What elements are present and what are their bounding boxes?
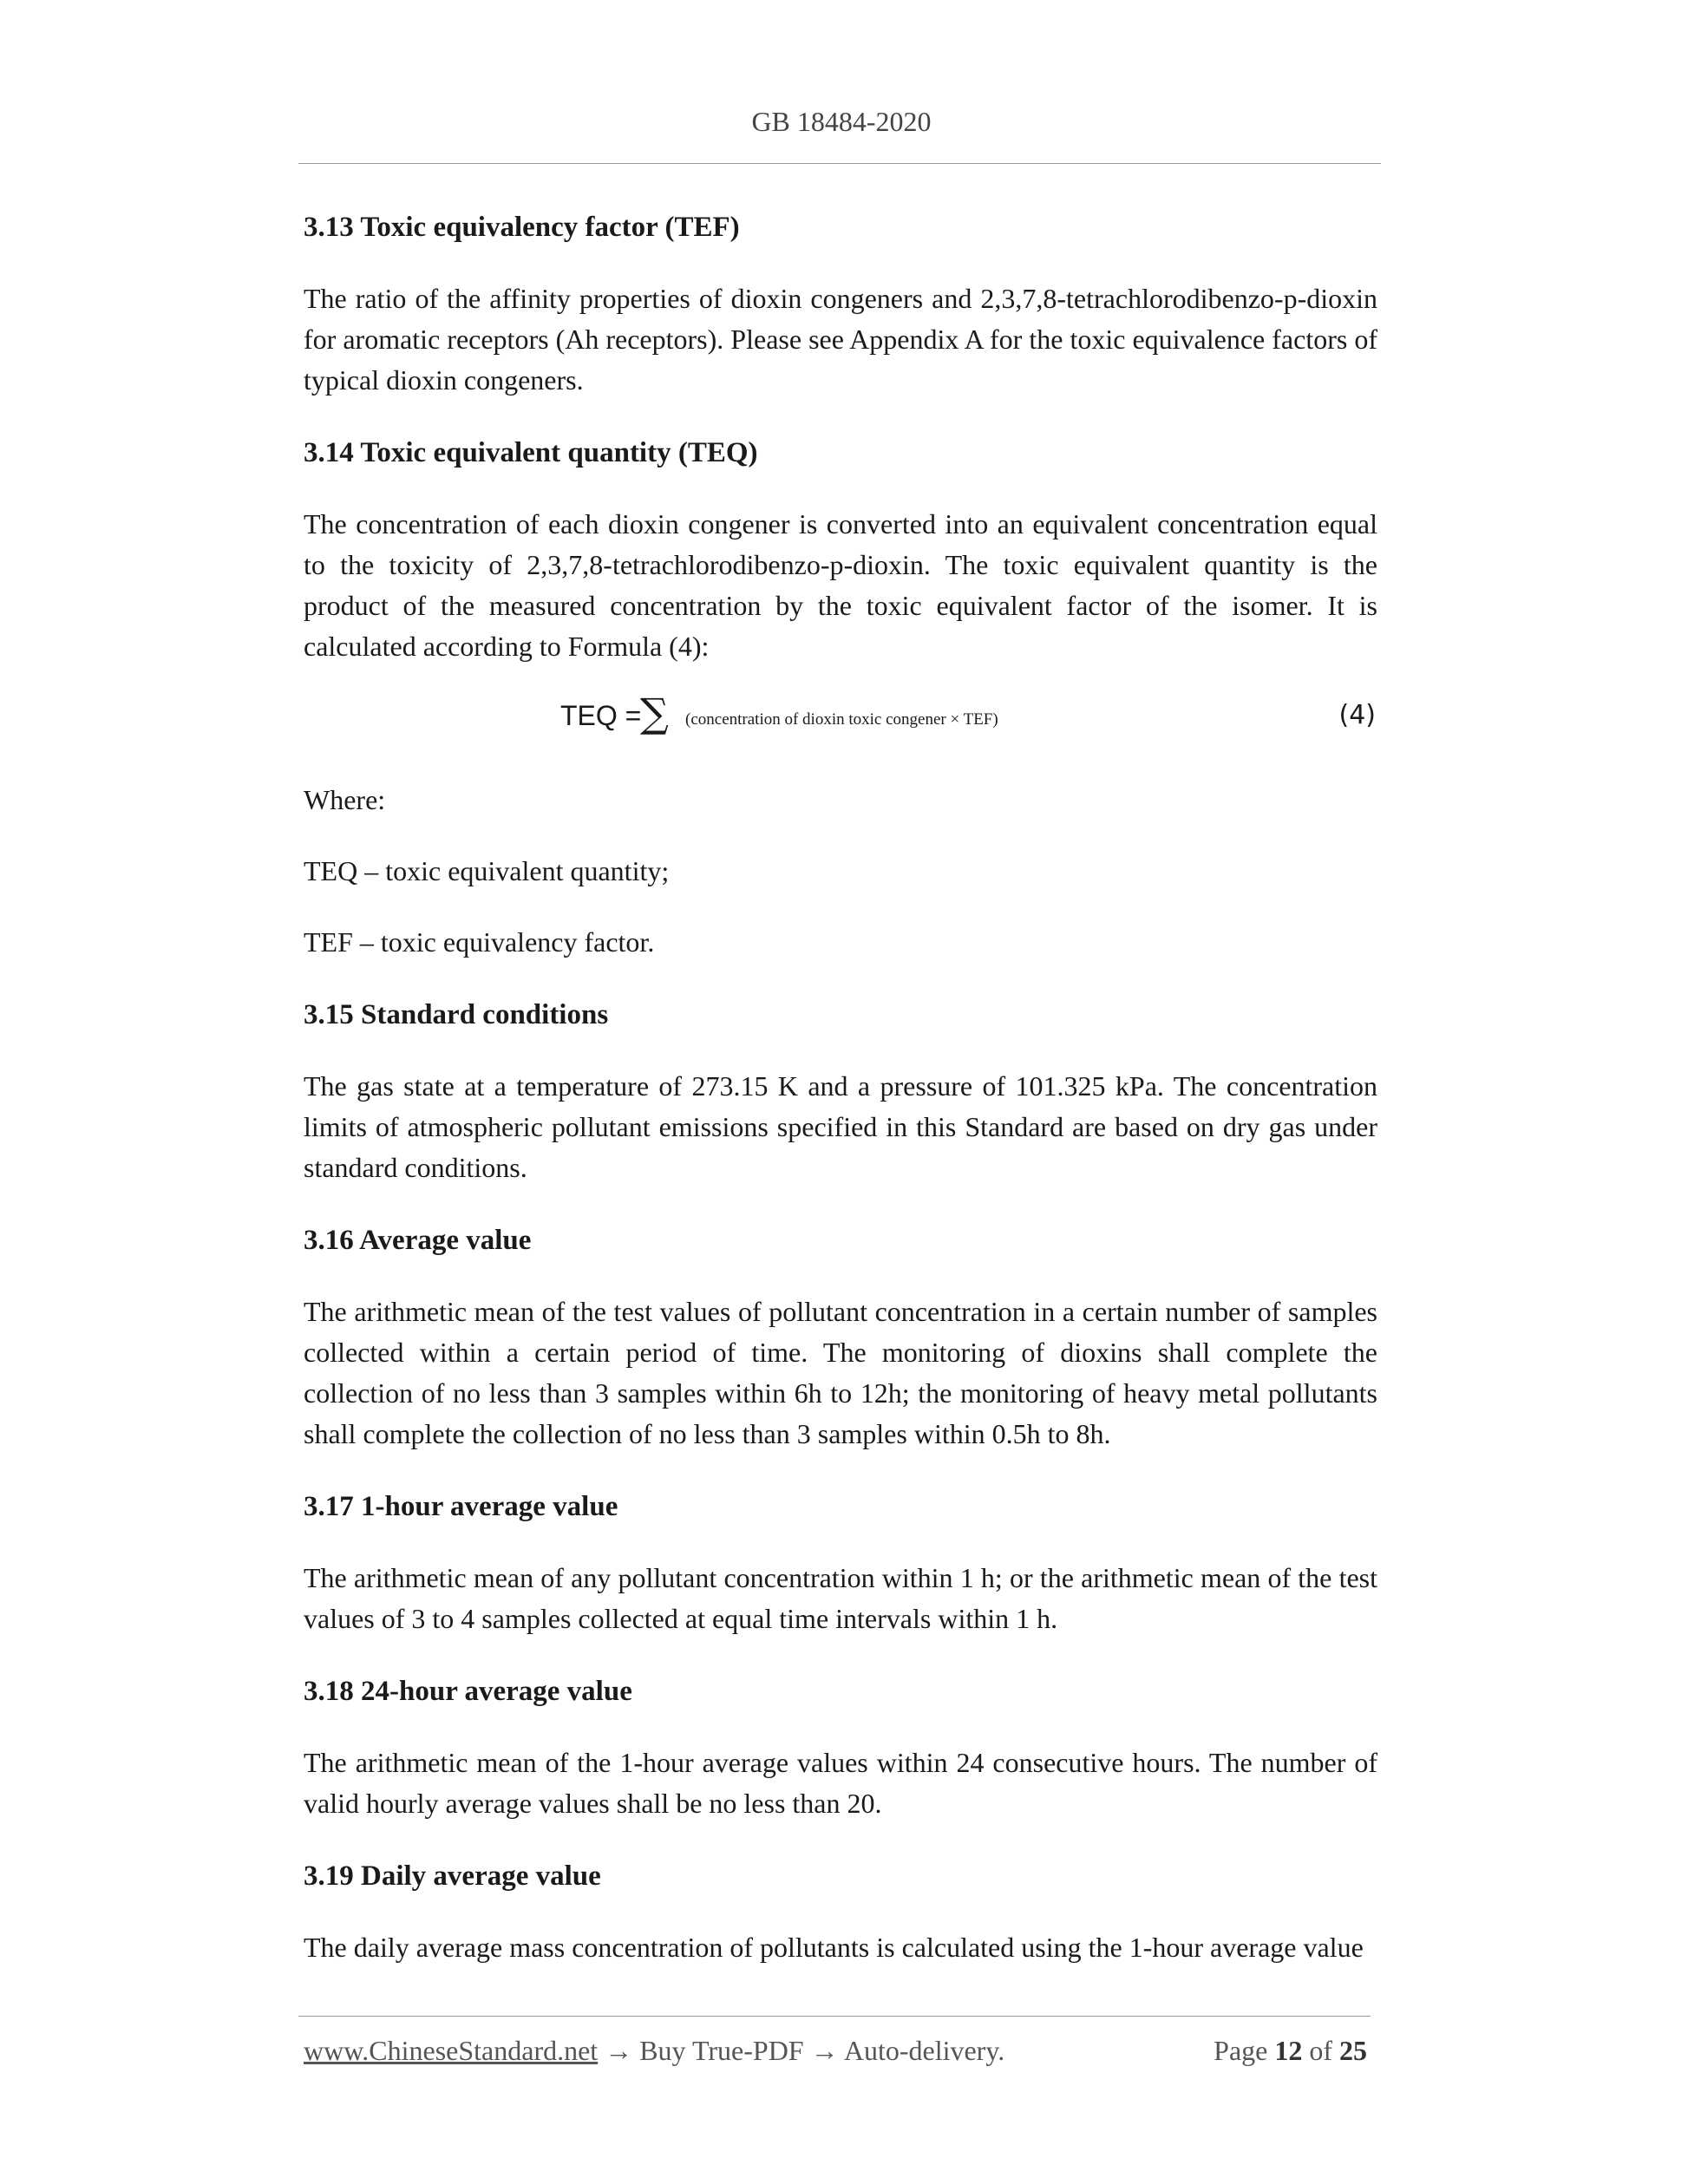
website-link[interactable]: www.ChineseStandard.net <box>304 2035 599 2066</box>
section-text-3-16: The arithmetic mean of the test values of pollutant concentration in a certain number of samples collected within a certain period of time. The monitoring of dioxins shall complete the collection of no less than 3 samples within 6h to 12h; the monitoring of heavy metal pollutants shall complete the collection of no less than 3 samples within 0.5h to 8h. <box>304 1296 1377 1449</box>
footer-tagline: → Buy True-PDF → Auto-delivery. <box>598 2035 1005 2066</box>
formula-number: (4) <box>1338 700 1376 730</box>
definition-tef: TEF – toxic equivalency factor. <box>304 926 655 958</box>
section-heading-3-17: 3.17 1-hour average value <box>304 1491 618 1522</box>
section-text-3-13: The ratio of the affinity properties of dioxin congeners and 2,3,7,8-tetrachlorodibenzo-p-dioxin for aromatic receptors (Ah receptors). Please see Appendix A for the toxic equivalence factors of typical dioxin congeners. <box>304 283 1377 396</box>
section-heading-3-14: 3.14 Toxic equivalent quantity (TEQ) <box>304 437 758 468</box>
section-text-3-19: The daily average mass concentration of pollutants is calculated using the 1-hour average value <box>304 1932 1364 1963</box>
page-footer <box>304 2035 1371 2067</box>
document-id-header: GB 18484-2020 <box>751 106 932 137</box>
definition-teq: TEQ – toxic equivalent quantity; <box>304 855 670 886</box>
document-body <box>304 206 1377 1968</box>
section-text-3-17: The arithmetic mean of any pollutant concentration within 1 h; or the arithmetic mean of the test values of 3 to 4 samples collected at equal time intervals within 1 h. <box>304 1562 1377 1634</box>
page-indicator <box>1214 2035 1367 2067</box>
page-of: of <box>1309 2035 1332 2066</box>
header-divider <box>298 163 1381 164</box>
section-heading-3-13: 3.13 Toxic equivalency factor (TEF) <box>304 212 740 243</box>
page-total: 25 <box>1339 2035 1367 2066</box>
section-text-3-18: The arithmetic mean of the 1-hour average values within 24 consecutive hours. The number of valid hourly average values shall be no less than 20. <box>304 1747 1377 1819</box>
page-current: 12 <box>1274 2035 1303 2066</box>
formula-lhs: TEQ = <box>560 700 642 731</box>
section-heading-3-18: 3.18 24-hour average value <box>304 1676 632 1707</box>
section-heading-3-15: 3.15 Standard conditions <box>304 999 609 1030</box>
sigma-symbol: ∑ <box>640 690 669 736</box>
section-heading-3-19: 3.19 Daily average value <box>304 1860 601 1892</box>
formula-body: (concentration of dioxin toxic congener × TEF) <box>685 710 998 729</box>
where-label: Where: <box>304 784 386 815</box>
section-text-3-14: The concentration of each dioxin congener is converted into an equivalent concentration equal to the toxicity of 2,3,7,8-tetrachlorodibenzo-p-dioxin. The toxic equivalent quantity is the product of the measured concentration by the toxic equivalent factor of the isomer. It is calculated according to Formula (4): <box>304 508 1377 662</box>
formula-4 <box>304 667 1377 780</box>
page-label: Page <box>1214 2035 1268 2066</box>
section-heading-3-16: 3.16 Average value <box>304 1225 532 1256</box>
footer-divider <box>298 2016 1371 2017</box>
section-text-3-15: The gas state at a temperature of 273.15 K and a pressure of 101.325 kPa. The concentration limits of atmospheric pollutant emissions specified in this Standard are based on dry gas under standard conditions. <box>304 1070 1377 1183</box>
